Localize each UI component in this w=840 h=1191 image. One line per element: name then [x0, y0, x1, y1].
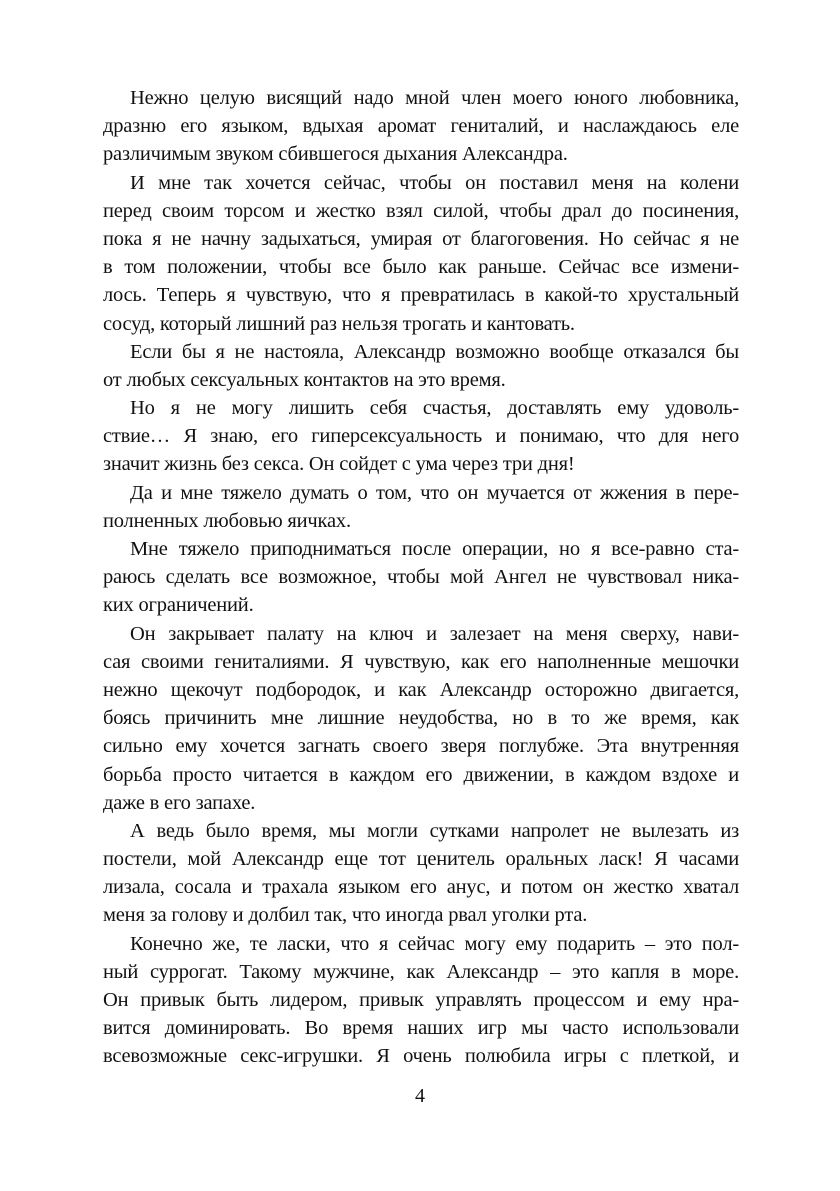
text-line: Мне тяжело приподниматься после операции, но я все-равно ста-: [130, 538, 739, 560]
text-line: перед своим торсом и жестко взял силой, чтобы драл до посинения,: [103, 199, 739, 222]
text-line: значит жизнь без секса. Он сойдет с ума через три дня!: [103, 453, 575, 476]
text-line: полненных любовью яичках.: [103, 509, 351, 532]
text-line: Если бы я не настояла, Александр возможно вообще отказался бы: [130, 340, 739, 363]
text-line: ствие… Я знаю, его гиперсексуальность и понимаю, что для него: [103, 425, 739, 448]
text-line: ких ограничений.: [103, 594, 254, 617]
text-line: всевозможные секс-игрушки. Я очень полюбила игры с плеткой, и: [103, 1045, 739, 1068]
paragraph: [103, 535, 739, 620]
paragraph: [103, 620, 739, 817]
text-line: ный суррогат. Такому мужчине, как Александр – это капля в море.: [103, 960, 739, 983]
page-number: 4: [415, 1085, 425, 1107]
text-line: Нежно целую висящий надо мной член моего юного любовника,: [130, 87, 739, 109]
text-line: сая своими гениталиями. Я чувствую, как его наполненные мешочки: [103, 650, 739, 673]
text-line: дразню его языком, вдыхая аромат гениталий, и наслаждаюсь еле: [103, 115, 739, 138]
text-line: меня за голову и долбил так, что иногда рвал уголки рта.: [103, 904, 588, 927]
text-line: от любых сексуальных контактов на это время.: [103, 368, 506, 391]
text-line: А ведь было время, мы могли сутками напролет не вылезать из: [130, 819, 739, 842]
text-line: лось. Теперь я чувствую, что я превратилась в какой-то хрустальный: [103, 284, 739, 307]
body-text: [103, 84, 739, 1071]
text-line: нежно щекочут подбородок, и как Александр осторожно двигается,: [103, 678, 739, 701]
text-line: Конечно же, те ласки, что я сейчас могу ему подарить – это пол-: [130, 932, 739, 955]
text-line: даже в его запахе.: [103, 791, 256, 814]
text-line: сильно ему хочется загнать своего зверя поглубже. Эта внутренняя: [103, 735, 739, 758]
paragraph: [103, 169, 739, 338]
text-line: боясь причинить мне лишние неудобства, но в то же время, как: [103, 707, 739, 730]
text-line: вится доминировать. Во время наших игр мы часто использовали: [103, 1017, 739, 1040]
paragraph: [103, 479, 739, 535]
text-line: Но я не могу лишить себя счастья, доставлять ему удоволь-: [130, 397, 739, 420]
text-line: раюсь сделать все возможное, чтобы мой Ангел не чувствовал ника-: [103, 566, 739, 589]
text-line: лизала, сосала и трахала языком его анус, и потом он жестко хватал: [103, 876, 739, 899]
text-line: борьба просто читается в каждом его движении, в каждом вздохе и: [103, 763, 739, 786]
text-line: сосуд, который лишний раз нельзя трогать и кантовать.: [103, 312, 575, 335]
text-line: постели, мой Александр еще тот ценитель оральных ласк! Я часами: [103, 848, 739, 871]
text-line: пока я не начну задыхаться, умирая от благоговения. Но сейчас я не: [103, 227, 739, 250]
paragraph: [103, 394, 739, 479]
text-line: И мне так хочется сейчас, чтобы он поставил меня на колени: [130, 171, 739, 194]
text-line: в том положении, чтобы все было как раньше. Сейчас все измени-: [103, 256, 739, 279]
text-line: различимым звуком сбившегося дыхания Александра.: [103, 143, 568, 166]
paragraph: [103, 817, 739, 930]
paragraph: [103, 84, 739, 169]
paragraph: [103, 338, 739, 394]
paragraph: [103, 930, 739, 1071]
text-line: Да и мне тяжело думать о том, что он мучается от жжения в пере-: [130, 481, 739, 504]
text-line: Он закрывает палату на ключ и залезает на меня сверху, нави-: [130, 622, 739, 645]
text-line: Он привык быть лидером, привык управлять процессом и ему нра-: [103, 989, 739, 1011]
